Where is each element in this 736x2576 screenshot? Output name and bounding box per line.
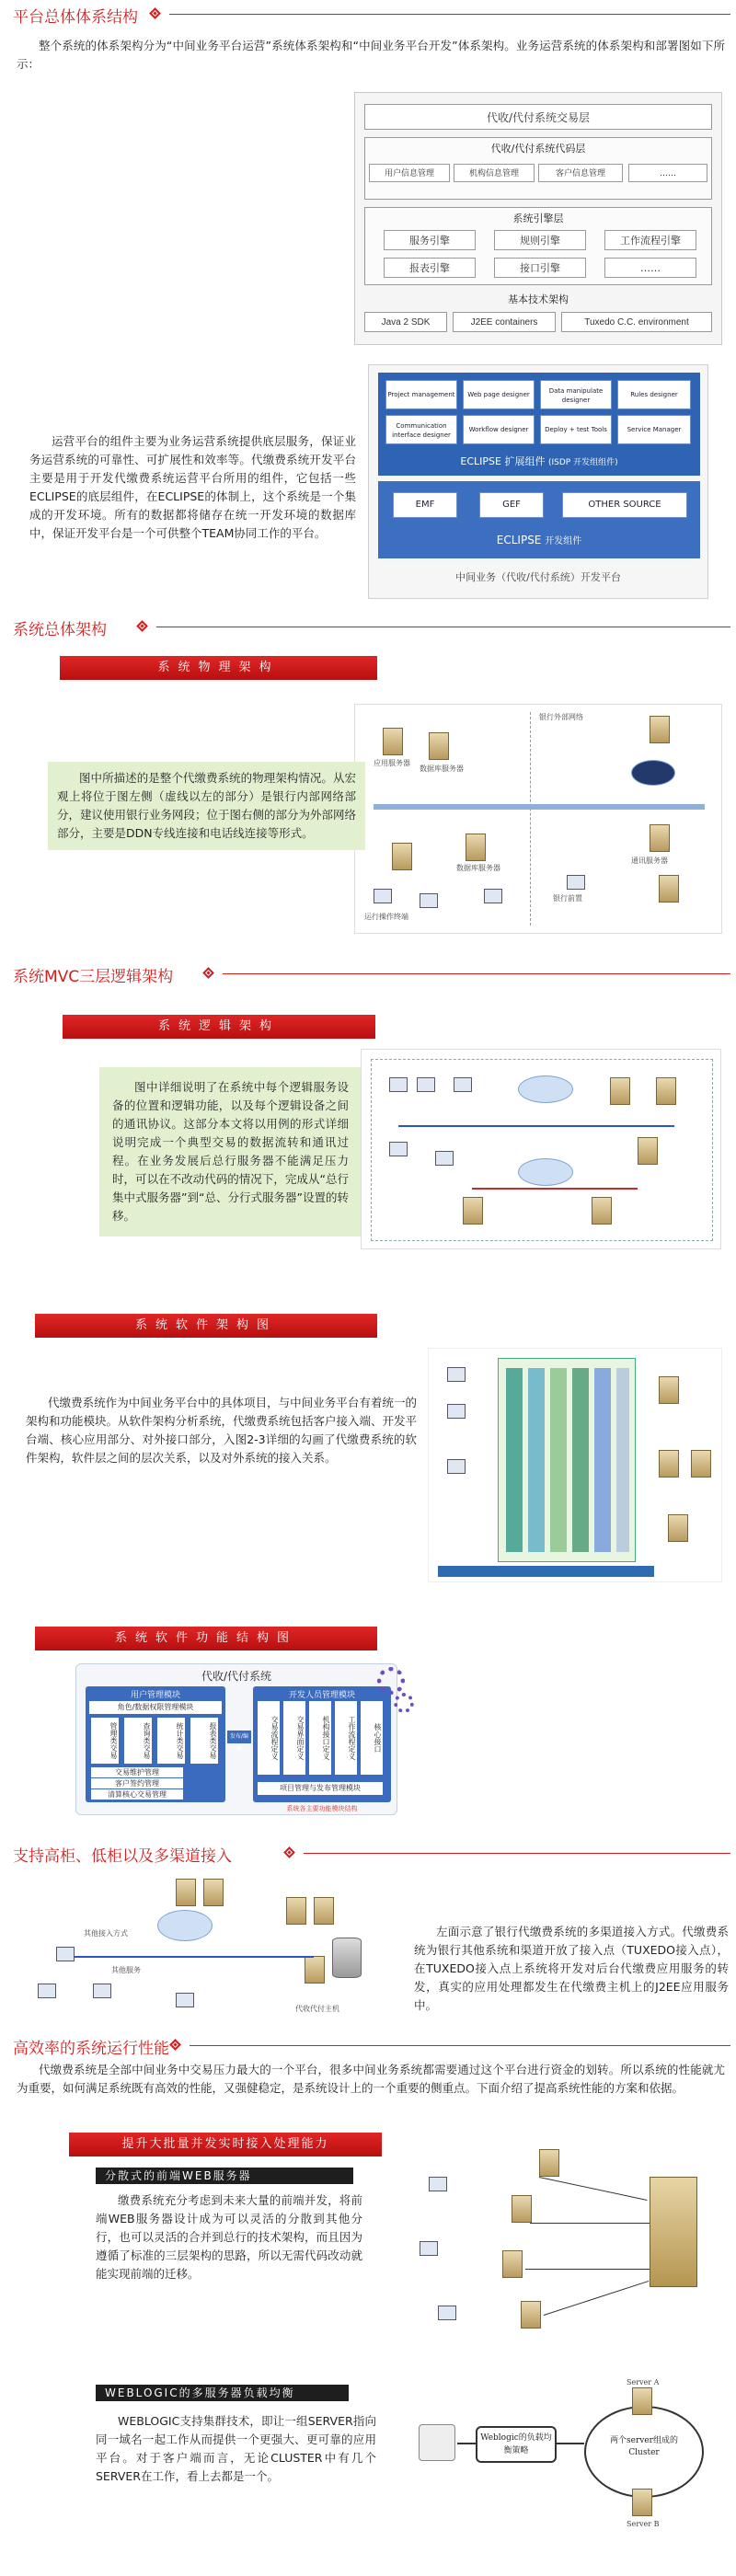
weblogic-subtitle: WEBLOGIC的多服务器负载均衡 bbox=[96, 2385, 349, 2401]
connection-line bbox=[539, 2177, 648, 2201]
connection-line bbox=[525, 2269, 650, 2270]
diamond-bullet-icon bbox=[149, 7, 161, 19]
server-icon bbox=[383, 728, 403, 755]
client-icon bbox=[419, 2424, 455, 2461]
physical-arch-diagram bbox=[354, 704, 722, 934]
gear-icon bbox=[377, 1667, 405, 1695]
code-item: 机构信息管理 bbox=[454, 164, 535, 182]
function-column: 统计类交易 bbox=[157, 1718, 185, 1764]
connection-line bbox=[398, 1125, 674, 1127]
dev-tool: Rules designer bbox=[617, 380, 691, 409]
pc-icon bbox=[389, 1142, 408, 1156]
diagram-label: 银行外部网络 bbox=[539, 713, 583, 721]
pc-icon bbox=[447, 1404, 466, 1419]
publish-edit-arrow: 发布/编辑 bbox=[227, 1731, 251, 1743]
diagram-label: 通讯服务器 bbox=[631, 857, 668, 865]
server-icon bbox=[668, 1514, 688, 1542]
cluster-label: 两个server组成的Cluster bbox=[610, 2436, 678, 2457]
dev-column: 工作流程定义 bbox=[335, 1701, 357, 1775]
pc-icon bbox=[38, 1984, 56, 1998]
pc-icon bbox=[438, 2306, 456, 2320]
network-bus bbox=[374, 804, 705, 810]
engine-item: 规则引擎 bbox=[494, 230, 586, 250]
diagram-label: 代收代付主机 bbox=[295, 2005, 339, 2013]
eclipse-label bbox=[378, 533, 700, 546]
section-title-multichannel: 支持高柜、低柜以及多渠道接入 bbox=[13, 1847, 232, 1866]
server-icon bbox=[314, 1897, 334, 1925]
dev-tool: Web page designer bbox=[463, 380, 535, 409]
pc-icon bbox=[454, 1077, 472, 1092]
dev-tool: Service Manager bbox=[617, 415, 691, 444]
diagram-label: 其他接入方式 bbox=[84, 1929, 128, 1938]
role-perm-module: 角色/数据权限管理模块 bbox=[89, 1701, 222, 1714]
base-tech-item: Java 2 SDK bbox=[364, 312, 447, 332]
db-layer bbox=[438, 1566, 654, 1577]
engine-item: 报表引擎 bbox=[384, 258, 476, 278]
extension-title: ECLIPSE 扩展组件 bbox=[460, 455, 546, 467]
server-icon bbox=[521, 2301, 541, 2329]
server-icon bbox=[638, 1137, 658, 1165]
function-row: 清算核心交易管理 bbox=[91, 1789, 183, 1800]
server-icon bbox=[650, 716, 670, 743]
pc-icon bbox=[374, 889, 392, 903]
function-structure-banner: 系统软件功能结构图 bbox=[35, 1627, 377, 1650]
logic-arch-banner: 系统逻辑架构 bbox=[63, 1015, 375, 1039]
server-icon bbox=[429, 732, 449, 760]
diagram-label: 运行操作终端 bbox=[364, 913, 408, 921]
platform-description: 运营平台的组件主要为业务运营系统提供底层服务，保证业务运营系统的可靠性、可扩展性和效率等。代缴费系统开发平台主要是用于开发代缴费系统运营平台所用的组件，它包括一些ECLIPSE的底层组件，在ECLIPSE的体制上，这个系统是一个集成的开发环境。所有的数据都将储存在统一开发环境的数据库中，保证开发平台是一个可供整个TEAM协同工作的平台。 bbox=[29, 434, 356, 540]
multichannel-diagram bbox=[18, 1872, 405, 2019]
web-server-subtitle: 分散式的前端WEB服务器 bbox=[96, 2168, 353, 2184]
engine-item: 服务引擎 bbox=[384, 230, 476, 250]
server-icon bbox=[176, 1879, 196, 1906]
pc-icon bbox=[56, 1947, 75, 1961]
function-row: 客户签约管理 bbox=[91, 1778, 183, 1788]
network-divider bbox=[530, 712, 531, 926]
code-item: …… bbox=[628, 164, 707, 182]
engine-layer bbox=[364, 207, 712, 285]
section-rule bbox=[169, 14, 730, 15]
section-title-mvc-architecture: 系统MVC三层逻辑架构 bbox=[13, 968, 174, 986]
engine-layer-title: 系统引擎层 bbox=[512, 213, 564, 224]
section-rule bbox=[190, 2045, 730, 2046]
dev-column: 交易流程定义 bbox=[258, 1701, 280, 1775]
developer-mgmt-title: 开发人员管理模块 bbox=[288, 1691, 355, 1700]
function-structure-diagram bbox=[75, 1663, 397, 1815]
external-network-cloud bbox=[631, 760, 675, 786]
diagram-label: 其他服务 bbox=[111, 1966, 141, 1974]
pc-icon bbox=[435, 1151, 454, 1166]
server-icon bbox=[691, 1450, 711, 1478]
server-icon bbox=[650, 824, 670, 852]
section-title-performance: 高效率的系统运行性能 bbox=[13, 2040, 169, 2058]
performance-intro: 代缴费系统是全部中间业务中交易压力最大的一个平台，很多中间业务系统都需要通过这个平台进行资金的划转。所以系统的性能就尤为重要，如何满足系统既有高效的性能，又强健稳定，是系统设计上的一个重要的侧重点。下面介绍了提高系统性能的方案和依据。 bbox=[17, 2063, 725, 2095]
software-arch-diagram bbox=[428, 1348, 722, 1582]
eclipse-component: EMF bbox=[393, 492, 457, 518]
pc-icon bbox=[429, 2177, 447, 2191]
engine-item: 接口引擎 bbox=[494, 258, 586, 278]
logic-arch-diagram bbox=[361, 1049, 721, 1249]
pc-icon bbox=[420, 893, 438, 908]
server-icon bbox=[203, 1879, 224, 1906]
diamond-bullet-icon bbox=[283, 1846, 295, 1858]
software-arch-banner: 系统软件架构图 bbox=[35, 1314, 377, 1338]
physical-arch-description bbox=[48, 762, 365, 850]
code-item: 客户信息管理 bbox=[538, 164, 623, 182]
base-tech-title: 基本技术架构 bbox=[508, 293, 569, 305]
pc-icon bbox=[484, 889, 502, 903]
base-tech-item: Tuxedo C.C. environment bbox=[561, 312, 712, 332]
load-balance-box: Weblogic的负载均衡策略 bbox=[476, 2426, 557, 2463]
user-mgmt-module bbox=[86, 1686, 225, 1802]
code-layer bbox=[364, 137, 712, 200]
server-icon bbox=[502, 2250, 523, 2278]
layer-column bbox=[594, 1368, 611, 1552]
web-server-diagram bbox=[409, 2139, 722, 2341]
network-cloud bbox=[518, 1075, 573, 1103]
weblogic-description: WEBLOGIC支持集群技术，即让一组SERVER指向同一域名一起工作从而提供一个更强大、更可靠的应用平台。对于客户端而言，无论CLUSTER中有几个SERVER在工作，看上去都是一个。 bbox=[96, 2414, 376, 2483]
eclipse-component: OTHER SOURCE bbox=[562, 492, 687, 518]
eclipse-extension-label bbox=[378, 454, 700, 468]
user-mgmt-title: 用户管理模块 bbox=[130, 1691, 180, 1700]
pc-icon bbox=[417, 1077, 435, 1092]
project-release-module: 项目管理与发布管理模块 bbox=[258, 1782, 383, 1795]
dev-tool: Project management bbox=[385, 380, 457, 409]
server-icon bbox=[610, 1077, 630, 1105]
network-cloud bbox=[157, 1910, 213, 1941]
server-icon bbox=[659, 1376, 679, 1404]
section-rule bbox=[223, 973, 730, 974]
function-diagram-note: 系统各主要功能模块结构 bbox=[286, 1805, 358, 1812]
pc-icon bbox=[447, 1459, 466, 1474]
extension-subtitle: (ISDP 开发组组件) bbox=[547, 458, 618, 467]
dev-column: 机构接口定义 bbox=[309, 1701, 331, 1775]
web-server-description: 缴费系统充分考虑到未来大量的前端并发，将前端WEB服务器设计成为可以灵活的分散到其他分行，也可以灵活的合并到总行的技术架构，而且因为遵循了标准的三层架构的思路，所以无需代码改动就能实现前端的迁移。 bbox=[96, 2193, 362, 2281]
diamond-bullet-icon bbox=[136, 620, 148, 632]
pc-icon bbox=[176, 1993, 194, 2007]
eclipse-title: ECLIPSE bbox=[496, 534, 542, 546]
diagram-label: 数据库服务器 bbox=[420, 765, 464, 773]
dev-column: 交易界面定义 bbox=[283, 1701, 305, 1775]
weblogic-cluster-diagram bbox=[419, 2378, 722, 2567]
dev-platform-caption: 中间业务（代收/代付系统）开发平台 bbox=[455, 571, 621, 583]
engine-item: 工作流程引擎 bbox=[604, 230, 696, 250]
dev-tool: Communication interface designer bbox=[385, 415, 457, 444]
developer-mgmt-module bbox=[253, 1686, 391, 1802]
section-title-platform-architecture: 平台总体体系结构 bbox=[13, 8, 138, 27]
operating-architecture-diagram bbox=[354, 92, 722, 345]
eclipse-component: GEF bbox=[479, 492, 544, 518]
connection-line bbox=[530, 2223, 650, 2224]
layer-column bbox=[572, 1368, 589, 1552]
multichannel-description: 左面示意了银行代缴费系统的多渠道接入方式。代缴费系统为银行其他系统和渠道开放了接入点（TUXEDO接入点），在TUXEDO接入点上系统将开发对后台代缴费应用服务的转发，真实的应用处理都发生在代缴费主机上的J2EE应用服务中。 bbox=[414, 1925, 729, 2012]
server-icon bbox=[512, 2195, 532, 2223]
server-icon bbox=[659, 1450, 679, 1478]
server-icon bbox=[463, 1197, 483, 1225]
transaction-layer: 代收/代付系统交易层 bbox=[364, 104, 712, 130]
logic-arch-description bbox=[99, 1067, 362, 1236]
concurrency-banner: 提升大批量并发实时接入处理能力 bbox=[69, 2133, 382, 2156]
layer-column bbox=[506, 1368, 523, 1552]
physical-arch-text: 图中所描述的是整个代缴费系统的物理架构情况。从宏观上将位于图左侧（虚线以左的部分）是银行内部网络部分，建议使用银行业务网段；位于图右侧的部分为外部网络部分，主要是DDN专线连接和电话线连接等形式。 bbox=[57, 771, 357, 840]
software-arch-description: 代缴费系统作为中间业务平台中的具体项目，与中间业务平台有着统一的架构和功能模块。从软件架构分析系统，代缴费系统包括客户接入端、开发平台端、核心应用部分、对外接口部分，入图2-3详细的勾画了代缴费系统的软件架构，软件层之间的层次关系，以及对外系统的接入关系。 bbox=[26, 1396, 418, 1465]
eclipse-extension-block bbox=[378, 373, 700, 476]
layer-column bbox=[616, 1368, 629, 1552]
dev-tool: Data manipulate designer bbox=[540, 380, 612, 409]
central-server-icon bbox=[650, 2177, 697, 2287]
diamond-bullet-icon bbox=[202, 967, 214, 979]
code-item: 用户信息管理 bbox=[369, 164, 450, 182]
function-diagram-title: 代收/代付系统 bbox=[201, 1670, 272, 1683]
dev-platform-diagram bbox=[368, 364, 708, 599]
architecture-intro: 整个系统的体系架构分为“中间业务平台运营”系统体系架构和“中间业务平台开发”体系架构。业务运营系统的体系架构和部署图如下所示： bbox=[17, 39, 725, 71]
pc-icon bbox=[93, 1984, 111, 1998]
connection-line bbox=[544, 2281, 649, 2316]
pc-icon bbox=[389, 1077, 408, 1092]
logic-arch-text: 图中详细说明了在系统中每个逻辑服务设备的位置和逻辑功能，以及每个逻辑设备之间的通讯协议。这部分本文将以用例的形式详细说明完成一个典型交易的数据流转和通讯过程。在业务发展后总行服务器不能满足压力时，可以在不改动代码的情况下，完成从“总行集中式服务器”到“总、分行式服务器”设置的转移。 bbox=[112, 1080, 349, 1223]
section-rule bbox=[304, 1853, 730, 1854]
diagram-label: 数据库服务器 bbox=[456, 864, 500, 872]
diagram-label: 应用服务器 bbox=[374, 759, 410, 767]
server-icon bbox=[592, 1197, 612, 1225]
server-a-label: Server A bbox=[627, 2378, 660, 2386]
function-column: 管理类交易 bbox=[91, 1718, 119, 1764]
server-icon bbox=[632, 2489, 652, 2516]
server-icon bbox=[656, 1077, 676, 1105]
engine-item: …… bbox=[604, 258, 696, 278]
database-icon bbox=[332, 1938, 362, 1978]
section-title-overall-architecture: 系统总体架构 bbox=[13, 621, 107, 639]
server-b-label: Server B bbox=[627, 2520, 660, 2528]
connection-line bbox=[472, 1188, 638, 1190]
pc-icon bbox=[447, 1367, 466, 1382]
connection-line bbox=[75, 1956, 314, 1958]
dev-column: 核心接口 bbox=[361, 1701, 383, 1775]
server-icon bbox=[659, 875, 679, 903]
server-icon bbox=[632, 2387, 652, 2415]
physical-arch-banner: 系统物理架构 bbox=[60, 656, 377, 680]
diagram-label: 银行前置 bbox=[553, 894, 582, 903]
diamond-bullet-icon bbox=[169, 2039, 181, 2051]
code-layer-title: 代收/代付系统代码层 bbox=[490, 143, 586, 155]
server-icon bbox=[286, 1897, 306, 1925]
function-column: 查询类交易 bbox=[124, 1718, 152, 1764]
server-icon bbox=[305, 1956, 325, 1984]
server-icon bbox=[539, 2149, 559, 2177]
eclipse-subtitle: 开发组件 bbox=[545, 536, 582, 546]
pc-icon bbox=[567, 875, 585, 890]
connection-line bbox=[457, 2443, 476, 2444]
gear-icon bbox=[394, 1693, 414, 1713]
network-cloud bbox=[518, 1158, 573, 1186]
base-tech-item: J2EE containers bbox=[453, 312, 556, 332]
layer-column bbox=[528, 1368, 545, 1552]
function-column: 报表类交易 bbox=[190, 1718, 218, 1764]
layer-column bbox=[550, 1368, 567, 1552]
server-icon bbox=[466, 834, 486, 861]
eclipse-base-block bbox=[378, 481, 700, 558]
connection-line bbox=[557, 2443, 584, 2444]
pc-icon bbox=[420, 2241, 438, 2256]
server-icon bbox=[392, 843, 412, 870]
dev-tool: Workflow designer bbox=[463, 415, 535, 444]
function-row: 交易维护管理 bbox=[91, 1767, 183, 1777]
dev-tool: Deploy + test Tools bbox=[540, 415, 612, 444]
software-layers bbox=[498, 1358, 636, 1562]
